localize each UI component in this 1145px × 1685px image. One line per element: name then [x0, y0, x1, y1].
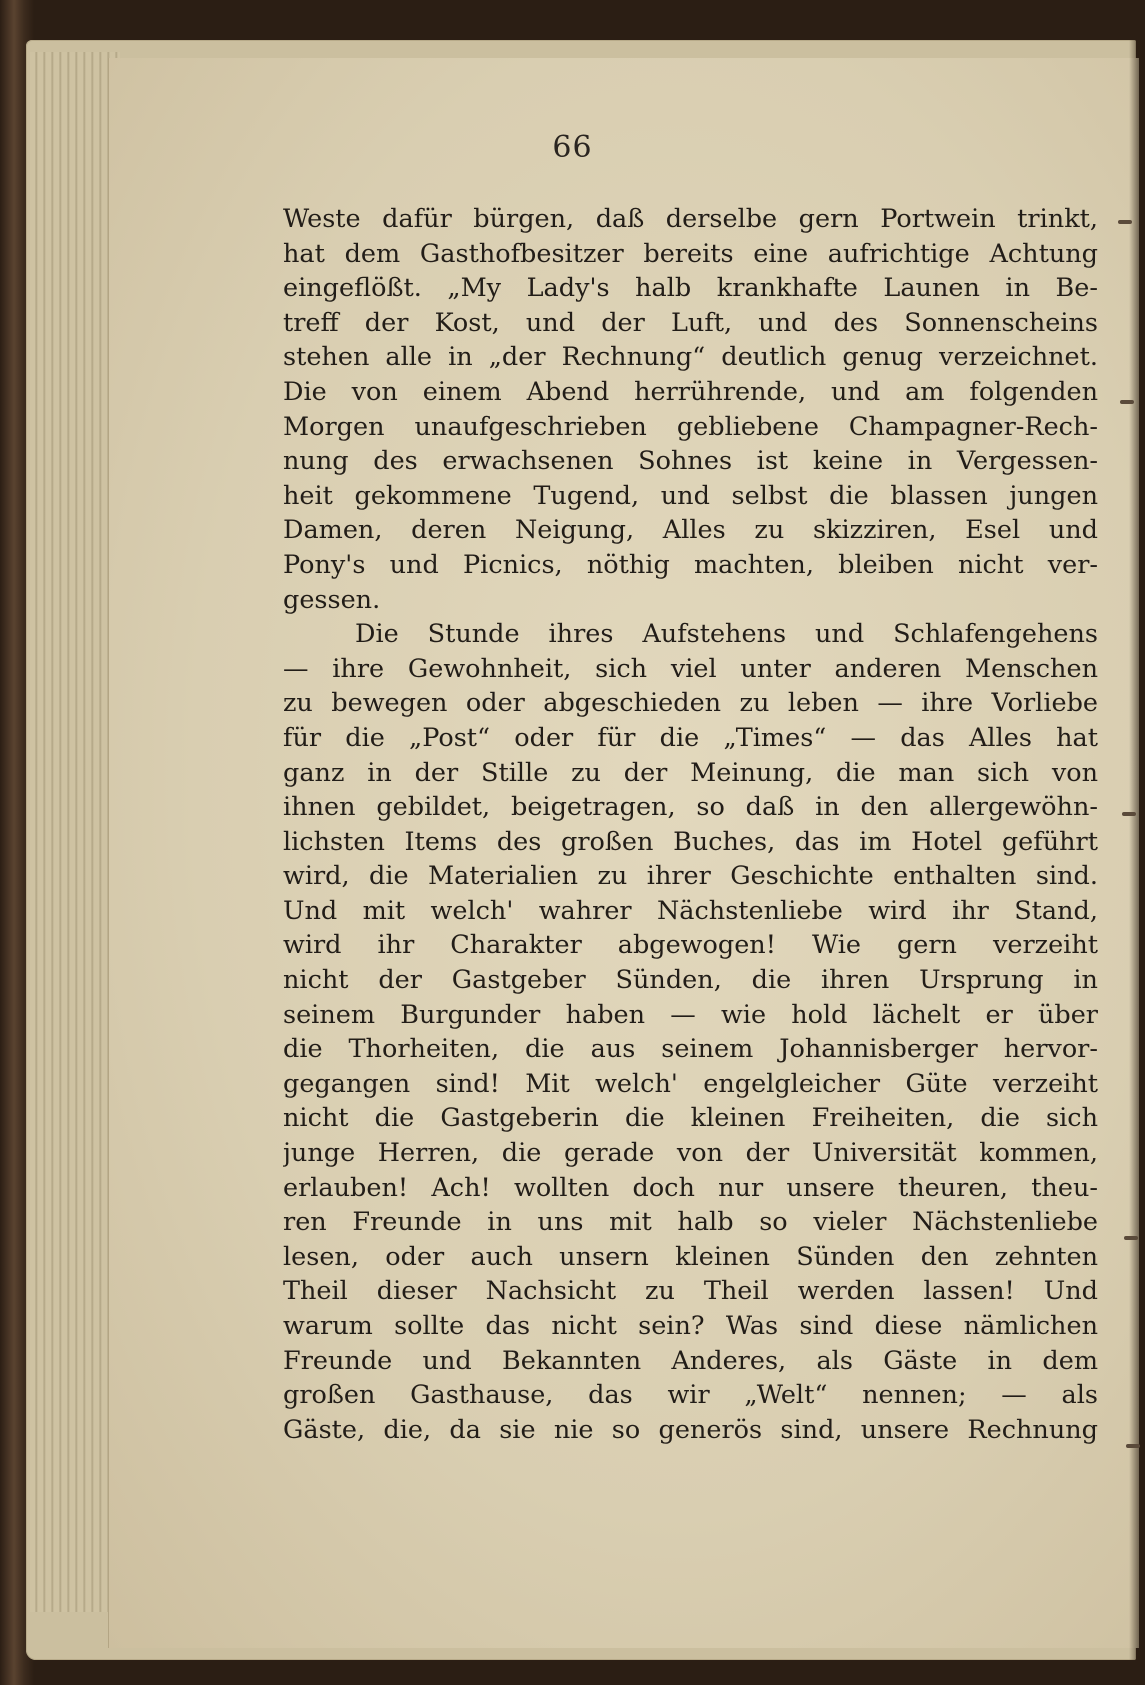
- text-line: — ihre Gewohnheit, sich viel unter anderen Menschen: [283, 653, 1098, 684]
- page-text: [283, 202, 1098, 1447]
- text-line: ren Freunde in uns mit halb so vieler Nächstenliebe: [283, 1207, 1098, 1238]
- text-line: gessen.: [283, 584, 381, 615]
- text-line: stehen alle in „der Rechnung“ deutlich genug verzeichnet.: [283, 342, 1098, 373]
- page-number: 66: [552, 130, 593, 165]
- text-line: nicht der Gastgeber Sünden, die ihren Ursprung in: [283, 965, 1098, 996]
- text-line: Die von einem Abend herrührende, und am folgenden: [283, 376, 1098, 407]
- text-line: eingeflößt. „My Lady's halb krankhafte Launen in Be-: [283, 273, 1098, 304]
- text-line: die Thorheiten, die aus seinem Johannisberger hervor-: [283, 1034, 1098, 1065]
- text-line: treff der Kost, und der Luft, und des Sonnenscheins: [283, 307, 1098, 338]
- text-line: junge Herren, die gerade von der Universität kommen,: [283, 1138, 1098, 1169]
- gutter-shadow: [1129, 40, 1145, 1660]
- text-line: zu bewegen oder abgeschieden zu leben — ihre Vorliebe: [283, 688, 1098, 719]
- text-line: Freunde und Bekannten Anderes, als Gäste in dem: [283, 1345, 1098, 1376]
- text-line: Morgen unaufgeschrieben gebliebene Champagner-Rech-: [283, 411, 1098, 442]
- margin-mark: [1122, 812, 1136, 816]
- text-line: Weste dafür bürgen, daß derselbe gern Portwein trinkt,: [283, 204, 1098, 234]
- text-line: nung des erwachsenen Sohnes ist keine in Vergessen-: [283, 446, 1098, 477]
- text-line: seinem Burgunder haben — wie hold lächelt er über: [283, 999, 1098, 1030]
- text-line: für die „Post“ oder für die „Times“ — das Alles hat: [283, 722, 1098, 753]
- text-line: nicht die Gastgeberin die kleinen Freiheiten, die sich: [283, 1103, 1098, 1134]
- text-line: Damen, deren Neigung, Alles zu skizziren, Esel und: [283, 515, 1098, 546]
- text-line: Und mit welch' wahrer Nächstenliebe wird ihr Stand,: [283, 895, 1098, 926]
- margin-mark: [1120, 400, 1134, 404]
- text-line: heit gekommene Tugend, und selbst die blassen jungen: [283, 480, 1098, 511]
- page-edges: [30, 52, 120, 1612]
- text-line: hat dem Gasthofbesitzer bereits eine aufrichtige Achtung: [283, 238, 1098, 269]
- text-line: Die Stunde ihres Aufstehens und Schlafengehens: [355, 619, 1098, 650]
- text-line: ihnen gebildet, beigetragen, so daß in den allergewöhn-: [283, 792, 1098, 823]
- margin-mark: [1118, 220, 1132, 224]
- text-line: wird, die Materialien zu ihrer Geschichte enthalten sind.: [283, 861, 1098, 892]
- text-line: Pony's und Picnics, nöthig machten, bleiben nicht ver-: [283, 549, 1098, 580]
- text-line: ganz in der Stille zu der Meinung, die man sich von: [283, 757, 1098, 788]
- text-line: gegangen sind! Mit welch' engelgleicher Güte verzeiht: [283, 1068, 1098, 1099]
- text-line: Gäste, die, da sie nie so generös sind, unsere Rechnung: [283, 1414, 1098, 1445]
- text-line: großen Gasthause, das wir „Welt“ nennen; — als: [283, 1380, 1098, 1411]
- text-line: lichsten Items des großen Buches, das im Hotel geführt: [283, 826, 1098, 857]
- text-line: wird ihr Charakter abgewogen! Wie gern verzeiht: [283, 930, 1098, 961]
- margin-mark: [1126, 1444, 1140, 1448]
- text-line: lesen, oder auch unsern kleinen Sünden den zehnten: [283, 1241, 1098, 1272]
- text-line: warum sollte das nicht sein? Was sind diese nämlichen: [283, 1311, 1098, 1341]
- text-line: Theil dieser Nachsicht zu Theil werden lassen! Und: [283, 1276, 1098, 1307]
- text-line: erlauben! Ach! wollten doch nur unsere theuren, theu-: [283, 1172, 1098, 1203]
- margin-mark: [1124, 1236, 1138, 1240]
